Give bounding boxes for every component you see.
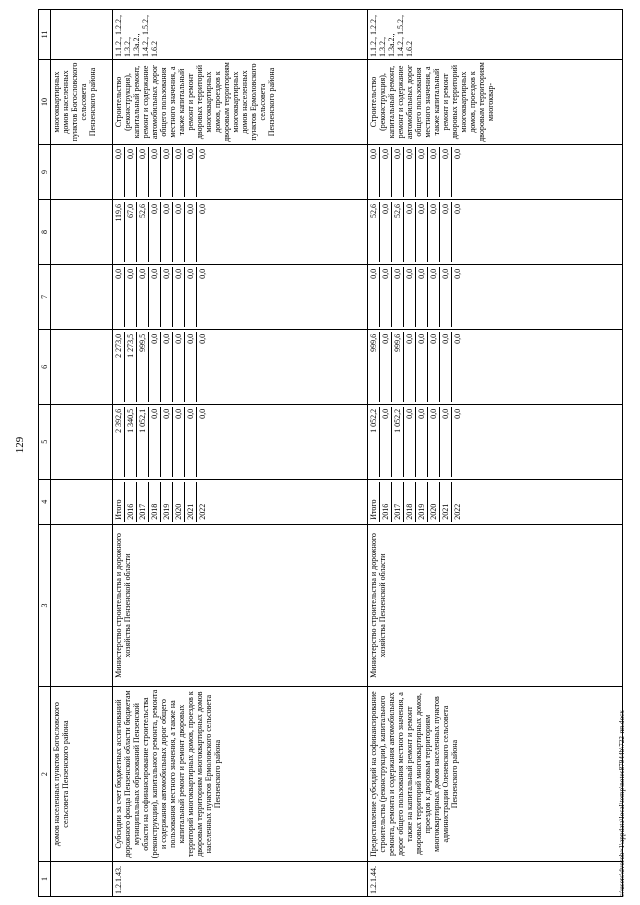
value-cell: 0,0 <box>173 202 185 262</box>
row-c6 <box>113 329 368 404</box>
value-cell: 0,0 <box>173 267 185 327</box>
year-cell: 2017 <box>392 482 404 522</box>
year-cell: 2020 <box>428 482 440 522</box>
value-cell: 0,0 <box>416 407 428 477</box>
year-cell: 2016 <box>380 482 392 522</box>
year-cell: 2021 <box>185 482 197 522</box>
value-cell: 0,0 <box>185 202 197 262</box>
value-cell: 0,0 <box>368 267 380 327</box>
value-cell: 0,0 <box>440 407 452 477</box>
value-cell: 0,0 <box>416 332 428 402</box>
col-num: 7 <box>39 264 51 329</box>
value-cell: 0,0 <box>161 202 173 262</box>
row-executor: Министерство строительства и дорожного хозяйства Пензенской области <box>113 524 368 686</box>
row-id: 1.2.1.44. <box>368 862 623 897</box>
row-c5 <box>368 404 623 479</box>
value-cell: 0,0 <box>380 147 392 197</box>
value-cell: 0,0 <box>368 147 380 197</box>
value-cell: 0,0 <box>137 147 149 197</box>
value-cell: 1 052,1 <box>137 407 149 477</box>
row-id: 1.2.1.43. <box>113 862 368 897</box>
row-c8 <box>113 199 368 264</box>
row-c9 <box>113 144 368 199</box>
row-indicators: 1.1.2., 1.2.2., 1.3.2., 1.3а.2., 1.4.2., 1.5.2., 1.6.2 <box>368 10 623 60</box>
value-cell: 0,0 <box>453 408 462 419</box>
row-result: Строительство (реконструкция), капитальный ремонт, ремонт и содержание автомобильных дорог общего пользования местного значения, а также капитальный ремонт и ремонт дворовых территорий многоквартирных домов, проездов к дворовым территориям многоквар- <box>368 60 623 145</box>
value-cell: 0,0 <box>185 332 197 402</box>
row-description: Предоставление субсидий на софинансирование строительства (реконструкции), капитального ремонта, ремонта и содержания автомобильных дорог общего пользования местного значения, а также на капитальный ремонт и ремонт дворовых территорий многоквартирных домов, проездов к дворовым территориям многоквартирных домов населенных пунктов администрации Оленевского сельсовета Пензенского района <box>368 687 623 862</box>
year-cell: Итого <box>368 482 380 522</box>
col-num: 1 <box>39 862 51 897</box>
value-cell: 0,0 <box>453 203 462 214</box>
value-cell: 0,0 <box>416 267 428 327</box>
value-cell: 52,6 <box>137 202 149 262</box>
row-indicators: 1.1.2., 1.2.2., 1.3.2., 1.3а.2., 1.4.2., 1.5.2., 1.6.2 <box>113 10 368 60</box>
value-cell: 0,0 <box>440 147 452 197</box>
value-cell: 0,0 <box>149 147 161 197</box>
row-c8 <box>368 199 623 264</box>
value-cell: 0,0 <box>453 268 462 279</box>
table-row <box>113 10 368 897</box>
year-cell: 2021 <box>440 482 452 522</box>
value-cell: 0,0 <box>428 147 440 197</box>
column-number-row <box>39 10 51 897</box>
col-num: 11 <box>39 10 51 60</box>
value-cell: 0,0 <box>185 407 197 477</box>
value-cell: 1 273,5 <box>125 332 137 402</box>
value-cell: 0,0 <box>198 148 207 159</box>
value-cell: 0,0 <box>113 147 125 197</box>
row-description: Субсидии за счет бюджетных ассигнований дорожного фонда Пензенской области бюджетам муниципальных образований Пензенской области на софинансирование строительства (реконструкции), капитального ремонта, ремонта и содержания автомобильных дорог общего пользования местного значения, а также на капитальный ремонт и ремонт дворовых территорий многоквартирных домов, проездов к дворовым территориям многоквартирных домов населенных пунктов Ермоловского сельсовета Пензенского района <box>113 687 368 862</box>
value-cell: 0,0 <box>416 147 428 197</box>
col-num: 9 <box>39 144 51 199</box>
value-cell: 999,6 <box>368 332 380 402</box>
value-cell: 0,0 <box>161 267 173 327</box>
value-cell: 0,0 <box>416 202 428 262</box>
value-cell: 0,0 <box>453 333 462 344</box>
value-cell: 999,5 <box>137 332 149 402</box>
value-cell: 999,6 <box>392 332 404 402</box>
footer-path: c:\users\dvorob~1\appdata\local\temp\notes87944b\722-пп.docx <box>618 710 626 897</box>
value-cell: 0,0 <box>137 267 149 327</box>
value-cell: 0,0 <box>125 147 137 197</box>
row-c6 <box>368 329 623 404</box>
year-cell: 2019 <box>416 482 428 522</box>
continuation-text: домов населенных пунктов Богословского сельсовета Пензенского района <box>51 687 113 862</box>
value-cell: 0,0 <box>185 147 197 197</box>
row-years <box>113 479 368 524</box>
year-cell: Итого <box>113 482 125 522</box>
row-c5 <box>113 404 368 479</box>
year-cell: 2016 <box>125 482 137 522</box>
value-cell: 0,0 <box>185 267 197 327</box>
value-cell: 0,0 <box>380 267 392 327</box>
value-cell: 119,6 <box>113 202 125 262</box>
row-result: Строительство (реконструкция), капитальный ремонт, ремонт и содержание автомобильных дорог общего пользования местного значения, а также капитальный ремонт и ремонт дворовых территорий многоквартирных домов, проездов к дворовым территориям многоквартирных домов населенных пунктов Ермоловского сельсовета Пензенского района <box>113 60 368 145</box>
value-cell: 0,0 <box>428 202 440 262</box>
value-cell: 1 052,2 <box>392 407 404 477</box>
year-cell: 2018 <box>404 482 416 522</box>
value-cell: 0,0 <box>149 407 161 477</box>
year-cell: 2022 <box>453 503 462 520</box>
year-cell: 2020 <box>173 482 185 522</box>
value-cell: 0,0 <box>380 407 392 477</box>
year-cell: 2018 <box>149 482 161 522</box>
year-cell: 2022 <box>198 503 207 520</box>
value-cell: 0,0 <box>380 202 392 262</box>
value-cell: 0,0 <box>198 203 207 214</box>
col-num: 5 <box>39 404 51 479</box>
value-cell: 0,0 <box>428 332 440 402</box>
row-executor: Министерство строительства и дорожного хозяйства Пензенской области <box>368 524 623 686</box>
value-cell: 0,0 <box>453 148 462 159</box>
value-cell: 67,0 <box>125 202 137 262</box>
value-cell: 1 340,5 <box>125 407 137 477</box>
col-num: 10 <box>39 60 51 145</box>
value-cell: 0,0 <box>173 332 185 402</box>
col-num: 6 <box>39 329 51 404</box>
col-num: 8 <box>39 199 51 264</box>
value-cell: 2 392,6 <box>113 407 125 477</box>
value-cell: 0,0 <box>173 407 185 477</box>
value-cell: 0,0 <box>198 333 207 344</box>
value-cell: 0,0 <box>404 147 416 197</box>
value-cell: 0,0 <box>404 407 416 477</box>
value-cell: 0,0 <box>149 267 161 327</box>
value-cell: 0,0 <box>161 147 173 197</box>
value-cell: 0,0 <box>161 332 173 402</box>
value-cell: 52,6 <box>392 202 404 262</box>
value-cell: 0,0 <box>125 267 137 327</box>
value-cell: 0,0 <box>173 147 185 197</box>
value-cell: 0,0 <box>198 408 207 419</box>
page-number: 129 <box>14 436 26 454</box>
value-cell: 0,0 <box>380 332 392 402</box>
value-cell: 0,0 <box>149 332 161 402</box>
value-cell: 0,0 <box>198 268 207 279</box>
value-cell: 0,0 <box>149 202 161 262</box>
col-num: 4 <box>39 479 51 524</box>
col-num: 3 <box>39 524 51 686</box>
table-row <box>368 10 623 897</box>
row-years <box>368 479 623 524</box>
value-cell: 1 052,2 <box>368 407 380 477</box>
value-cell: 0,0 <box>392 147 404 197</box>
program-table <box>38 9 623 897</box>
value-cell: 0,0 <box>404 332 416 402</box>
continuation-result: многоквартирных домов населенных пунктов Богословского сельсовета Пензенского района <box>51 60 113 145</box>
value-cell: 0,0 <box>428 267 440 327</box>
value-cell: 0,0 <box>440 267 452 327</box>
value-cell: 0,0 <box>428 407 440 477</box>
value-cell: 0,0 <box>404 267 416 327</box>
value-cell: 0,0 <box>392 267 404 327</box>
row-c9 <box>368 144 623 199</box>
value-cell: 0,0 <box>440 332 452 402</box>
continuation-row <box>51 10 113 897</box>
value-cell: 0,0 <box>113 267 125 327</box>
row-c7 <box>368 264 623 329</box>
value-cell: 0,0 <box>440 202 452 262</box>
year-cell: 2017 <box>137 482 149 522</box>
year-cell: 2019 <box>161 482 173 522</box>
value-cell: 0,0 <box>404 202 416 262</box>
value-cell: 52,6 <box>368 202 380 262</box>
value-cell: 2 273,0 <box>113 332 125 402</box>
row-c7 <box>113 264 368 329</box>
col-num: 2 <box>39 687 51 862</box>
value-cell: 0,0 <box>161 407 173 477</box>
